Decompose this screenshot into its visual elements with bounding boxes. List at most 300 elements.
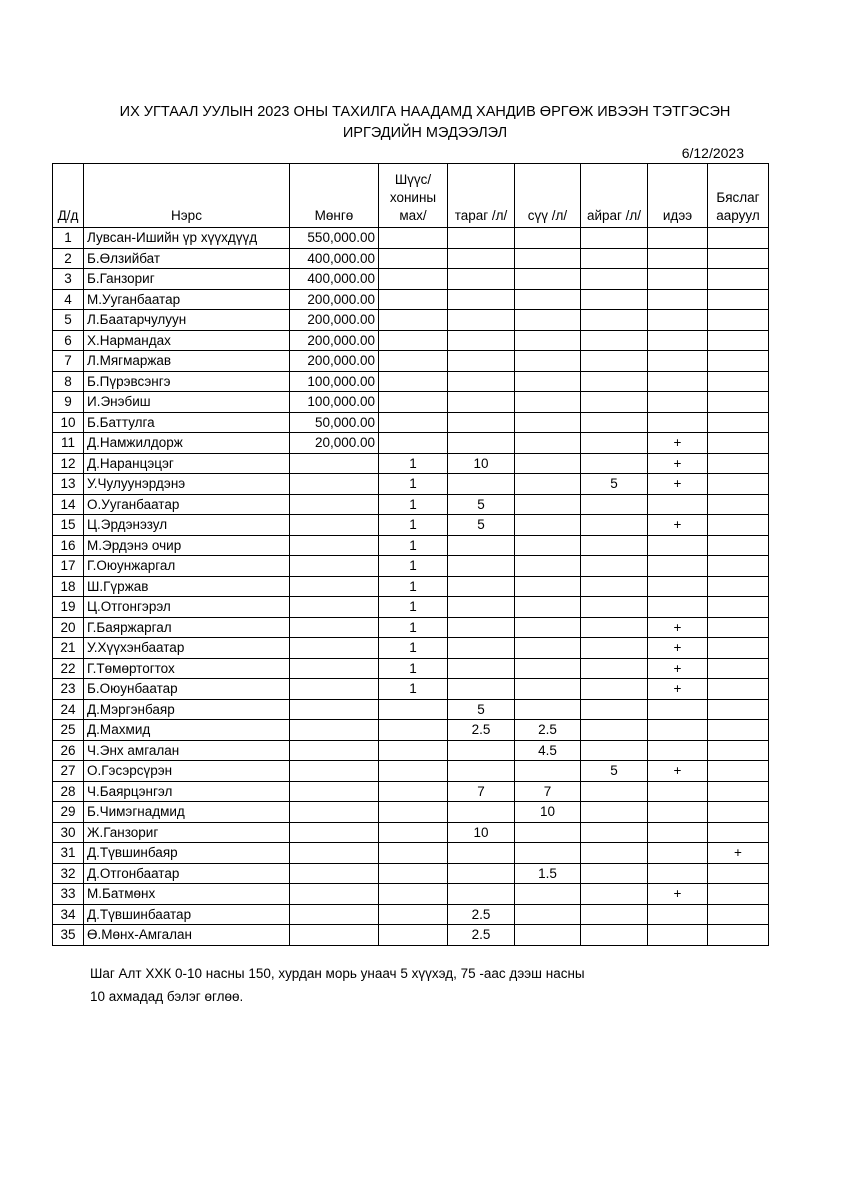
table-row xyxy=(53,699,769,720)
cell-cheese xyxy=(708,822,769,843)
table-row xyxy=(53,822,769,843)
cell-milk xyxy=(515,699,581,720)
cell-name: М.Ууганбаатар xyxy=(84,289,290,310)
cell-milk xyxy=(515,248,581,269)
cell-cheese xyxy=(708,556,769,577)
cell-cheese xyxy=(708,617,769,638)
cell-number: 6 xyxy=(53,330,84,351)
cell-money xyxy=(290,576,379,597)
table-row xyxy=(53,269,769,290)
cell-yogurt: 10 xyxy=(448,822,515,843)
cell-yogurt: 5 xyxy=(448,699,515,720)
cell-mutton: 1 xyxy=(379,535,448,556)
cell-dairy xyxy=(648,412,708,433)
cell-dairy xyxy=(648,597,708,618)
cell-money xyxy=(290,515,379,536)
cell-yogurt xyxy=(448,248,515,269)
cell-name: Г.Баяржаргал xyxy=(84,617,290,638)
table-row xyxy=(53,843,769,864)
cell-yogurt xyxy=(448,330,515,351)
cell-name: Д.Түвшинбаатар xyxy=(84,904,290,925)
cell-cheese xyxy=(708,351,769,372)
donors-table xyxy=(52,163,769,946)
cell-yogurt xyxy=(448,289,515,310)
cell-name: Б.Ганзориг xyxy=(84,269,290,290)
cell-money: 400,000.00 xyxy=(290,269,379,290)
cell-milk xyxy=(515,474,581,495)
cell-yogurt: 10 xyxy=(448,453,515,474)
cell-money xyxy=(290,617,379,638)
cell-dairy: + xyxy=(648,453,708,474)
cell-money xyxy=(290,474,379,495)
cell-mutton xyxy=(379,761,448,782)
cell-dairy: + xyxy=(648,658,708,679)
cell-money: 200,000.00 xyxy=(290,289,379,310)
table-row xyxy=(53,310,769,331)
cell-name: Ч.Энх амгалан xyxy=(84,740,290,761)
cell-name: Д.Махмид xyxy=(84,720,290,741)
cell-yogurt xyxy=(448,843,515,864)
cell-mutton: 1 xyxy=(379,474,448,495)
cell-cheese xyxy=(708,679,769,700)
table-row xyxy=(53,638,769,659)
cell-airag xyxy=(581,310,648,331)
cell-number: 2 xyxy=(53,248,84,269)
cell-milk: 1.5 xyxy=(515,863,581,884)
cell-airag xyxy=(581,781,648,802)
cell-number: 12 xyxy=(53,453,84,474)
cell-airag xyxy=(581,843,648,864)
cell-yogurt xyxy=(448,310,515,331)
document-date: 6/12/2023 xyxy=(681,145,744,161)
cell-number: 35 xyxy=(53,925,84,946)
cell-milk xyxy=(515,843,581,864)
cell-money: 200,000.00 xyxy=(290,330,379,351)
cell-mutton: 1 xyxy=(379,556,448,577)
cell-dairy xyxy=(648,494,708,515)
cell-money xyxy=(290,904,379,925)
cell-money: 200,000.00 xyxy=(290,310,379,331)
cell-yogurt xyxy=(448,351,515,372)
cell-yogurt xyxy=(448,474,515,495)
cell-airag xyxy=(581,494,648,515)
footer-line-2: 10 ахмадад бэлэг өглөө. xyxy=(90,989,244,1004)
cell-name: О.Гэсэрсүрэн xyxy=(84,761,290,782)
cell-number: 21 xyxy=(53,638,84,659)
cell-cheese xyxy=(708,310,769,331)
cell-dairy xyxy=(648,904,708,925)
cell-mutton xyxy=(379,371,448,392)
footer-note xyxy=(90,962,730,1008)
cell-airag xyxy=(581,351,648,372)
cell-money xyxy=(290,679,379,700)
cell-milk xyxy=(515,433,581,454)
cell-dairy xyxy=(648,371,708,392)
cell-milk xyxy=(515,638,581,659)
cell-dairy xyxy=(648,330,708,351)
cell-airag xyxy=(581,228,648,249)
cell-name: Ц.Эрдэнэзул xyxy=(84,515,290,536)
cell-number: 14 xyxy=(53,494,84,515)
cell-dairy xyxy=(648,392,708,413)
cell-dairy: + xyxy=(648,433,708,454)
cell-mutton xyxy=(379,925,448,946)
cell-dairy xyxy=(648,740,708,761)
cell-airag xyxy=(581,740,648,761)
cell-mutton: 1 xyxy=(379,679,448,700)
cell-number: 15 xyxy=(53,515,84,536)
table-row xyxy=(53,925,769,946)
cell-dairy: + xyxy=(648,761,708,782)
cell-yogurt xyxy=(448,228,515,249)
cell-airag xyxy=(581,289,648,310)
cell-milk xyxy=(515,822,581,843)
cell-name: Б.Баттулга xyxy=(84,412,290,433)
footer-line-1: Шаг Алт ХХК 0-10 насны 150, хурдан морь унаач 5 хүүхэд, 75 -аас дээш насны xyxy=(90,966,585,981)
cell-dairy xyxy=(648,535,708,556)
table-row xyxy=(53,863,769,884)
cell-mutton xyxy=(379,269,448,290)
cell-milk: 10 xyxy=(515,802,581,823)
cell-cheese xyxy=(708,494,769,515)
cell-airag xyxy=(581,248,648,269)
cell-number: 33 xyxy=(53,884,84,905)
cell-dairy xyxy=(648,228,708,249)
cell-cheese xyxy=(708,412,769,433)
cell-milk: 2.5 xyxy=(515,720,581,741)
cell-money xyxy=(290,802,379,823)
cell-yogurt xyxy=(448,802,515,823)
table-row xyxy=(53,535,769,556)
cell-name: Г.Төмөртогтох xyxy=(84,658,290,679)
cell-airag xyxy=(581,269,648,290)
cell-number: 11 xyxy=(53,433,84,454)
cell-milk xyxy=(515,576,581,597)
cell-yogurt xyxy=(448,679,515,700)
table-row xyxy=(53,720,769,741)
cell-number: 16 xyxy=(53,535,84,556)
cell-dairy xyxy=(648,822,708,843)
cell-mutton xyxy=(379,863,448,884)
cell-mutton xyxy=(379,720,448,741)
col-header-airag: айраг /л/ xyxy=(581,164,648,228)
cell-name: И.Энэбиш xyxy=(84,392,290,413)
cell-number: 3 xyxy=(53,269,84,290)
cell-name: Ш.Гүржав xyxy=(84,576,290,597)
cell-yogurt xyxy=(448,863,515,884)
cell-mutton xyxy=(379,884,448,905)
cell-mutton xyxy=(379,843,448,864)
cell-airag xyxy=(581,433,648,454)
table-row xyxy=(53,371,769,392)
cell-number: 30 xyxy=(53,822,84,843)
cell-number: 26 xyxy=(53,740,84,761)
cell-milk: 7 xyxy=(515,781,581,802)
cell-yogurt xyxy=(448,638,515,659)
cell-number: 20 xyxy=(53,617,84,638)
cell-cheese xyxy=(708,904,769,925)
cell-cheese xyxy=(708,781,769,802)
cell-name: Б.Пүрэвсэнгэ xyxy=(84,371,290,392)
cell-cheese xyxy=(708,720,769,741)
cell-milk xyxy=(515,761,581,782)
cell-dairy xyxy=(648,351,708,372)
cell-money: 200,000.00 xyxy=(290,351,379,372)
table-row xyxy=(53,494,769,515)
cell-airag xyxy=(581,699,648,720)
cell-money: 50,000.00 xyxy=(290,412,379,433)
cell-cheese xyxy=(708,453,769,474)
cell-number: 32 xyxy=(53,863,84,884)
cell-cheese xyxy=(708,863,769,884)
cell-name: О.Ууганбаатар xyxy=(84,494,290,515)
cell-mutton: 1 xyxy=(379,617,448,638)
cell-number: 31 xyxy=(53,843,84,864)
cell-number: 28 xyxy=(53,781,84,802)
col-header-money: Мөнгө xyxy=(290,164,379,228)
cell-milk xyxy=(515,412,581,433)
cell-money: 550,000.00 xyxy=(290,228,379,249)
cell-money: 100,000.00 xyxy=(290,392,379,413)
cell-cheese xyxy=(708,925,769,946)
cell-cheese xyxy=(708,761,769,782)
cell-yogurt: 2.5 xyxy=(448,925,515,946)
table-row xyxy=(53,289,769,310)
cell-dairy xyxy=(648,843,708,864)
cell-money xyxy=(290,535,379,556)
cell-milk xyxy=(515,392,581,413)
table-row xyxy=(53,884,769,905)
cell-airag xyxy=(581,638,648,659)
cell-money xyxy=(290,884,379,905)
table-row xyxy=(53,781,769,802)
cell-airag xyxy=(581,412,648,433)
col-header-dairy: идээ xyxy=(648,164,708,228)
cell-dairy: + xyxy=(648,474,708,495)
col-header-name: Нэрс xyxy=(84,164,290,228)
cell-yogurt xyxy=(448,740,515,761)
cell-number: 25 xyxy=(53,720,84,741)
cell-mutton xyxy=(379,904,448,925)
cell-name: Ц.Отгонгэрэл xyxy=(84,597,290,618)
cell-name: М.Батмөнх xyxy=(84,884,290,905)
table-row xyxy=(53,330,769,351)
cell-dairy xyxy=(648,699,708,720)
cell-airag xyxy=(581,392,648,413)
cell-yogurt xyxy=(448,412,515,433)
cell-milk xyxy=(515,925,581,946)
document-title-line-1: ИХ УГТААЛ УУЛЫН 2023 ОНЫ ТАХИЛГА НААДАМД ХАНДИВ ӨРГӨЖ ИВЭЭН ТЭТГЭСЭН xyxy=(119,104,731,120)
cell-airag xyxy=(581,515,648,536)
cell-airag xyxy=(581,802,648,823)
cell-dairy: + xyxy=(648,679,708,700)
cell-money xyxy=(290,863,379,884)
cell-mutton xyxy=(379,289,448,310)
cell-name: Ө.Мөнх-Амгалан xyxy=(84,925,290,946)
cell-cheese: + xyxy=(708,843,769,864)
cell-yogurt xyxy=(448,761,515,782)
cell-milk xyxy=(515,515,581,536)
cell-cheese xyxy=(708,228,769,249)
cell-milk xyxy=(515,330,581,351)
cell-cheese xyxy=(708,535,769,556)
cell-airag: 5 xyxy=(581,474,648,495)
cell-dairy xyxy=(648,310,708,331)
cell-airag xyxy=(581,884,648,905)
cell-mutton xyxy=(379,433,448,454)
cell-airag xyxy=(581,822,648,843)
cell-mutton: 1 xyxy=(379,597,448,618)
cell-yogurt xyxy=(448,576,515,597)
cell-airag xyxy=(581,597,648,618)
cell-name: Л.Мягмаржав xyxy=(84,351,290,372)
cell-milk xyxy=(515,310,581,331)
cell-money xyxy=(290,720,379,741)
cell-dairy xyxy=(648,248,708,269)
cell-dairy xyxy=(648,802,708,823)
cell-yogurt xyxy=(448,884,515,905)
cell-mutton xyxy=(379,781,448,802)
cell-yogurt xyxy=(448,535,515,556)
cell-yogurt: 5 xyxy=(448,494,515,515)
table-row xyxy=(53,679,769,700)
cell-money: 20,000.00 xyxy=(290,433,379,454)
cell-name: Д.Түвшинбаяр xyxy=(84,843,290,864)
cell-mutton: 1 xyxy=(379,658,448,679)
cell-airag xyxy=(581,658,648,679)
cell-name: М.Эрдэнэ очир xyxy=(84,535,290,556)
cell-milk: 4.5 xyxy=(515,740,581,761)
cell-mutton xyxy=(379,699,448,720)
cell-milk xyxy=(515,269,581,290)
cell-number: 13 xyxy=(53,474,84,495)
cell-number: 19 xyxy=(53,597,84,618)
table-row xyxy=(53,617,769,638)
cell-money xyxy=(290,494,379,515)
table-row xyxy=(53,658,769,679)
table-row xyxy=(53,453,769,474)
cell-money xyxy=(290,556,379,577)
table-row xyxy=(53,474,769,495)
cell-money xyxy=(290,843,379,864)
cell-dairy: + xyxy=(648,884,708,905)
cell-milk xyxy=(515,453,581,474)
cell-cheese xyxy=(708,699,769,720)
cell-milk xyxy=(515,904,581,925)
table-row xyxy=(53,392,769,413)
cell-airag xyxy=(581,535,648,556)
cell-number: 27 xyxy=(53,761,84,782)
cell-dairy xyxy=(648,925,708,946)
cell-cheese xyxy=(708,433,769,454)
table-row xyxy=(53,433,769,454)
cell-airag xyxy=(581,925,648,946)
cell-number: 8 xyxy=(53,371,84,392)
table-row xyxy=(53,228,769,249)
cell-cheese xyxy=(708,638,769,659)
cell-mutton: 1 xyxy=(379,638,448,659)
cell-airag xyxy=(581,720,648,741)
cell-number: 5 xyxy=(53,310,84,331)
col-header-number: Д/д xyxy=(53,164,84,228)
cell-name: Д.Мэргэнбаяр xyxy=(84,699,290,720)
table-row xyxy=(53,515,769,536)
cell-mutton xyxy=(379,802,448,823)
cell-airag xyxy=(581,556,648,577)
cell-yogurt: 2.5 xyxy=(448,904,515,925)
cell-number: 17 xyxy=(53,556,84,577)
cell-name: Ж.Ганзориг xyxy=(84,822,290,843)
cell-cheese xyxy=(708,474,769,495)
table-header-row xyxy=(53,164,769,228)
cell-mutton xyxy=(379,740,448,761)
cell-mutton xyxy=(379,228,448,249)
cell-dairy: + xyxy=(648,617,708,638)
cell-name: Б.Өлзийбат xyxy=(84,248,290,269)
cell-airag xyxy=(581,617,648,638)
table-row xyxy=(53,740,769,761)
cell-money xyxy=(290,699,379,720)
cell-mutton xyxy=(379,822,448,843)
cell-money xyxy=(290,925,379,946)
col-header-yogurt: тараг /л/ xyxy=(448,164,515,228)
cell-name: Лувсан-Ишийн үр хүүхдүүд xyxy=(84,228,290,249)
cell-yogurt xyxy=(448,392,515,413)
cell-money: 400,000.00 xyxy=(290,248,379,269)
cell-milk xyxy=(515,494,581,515)
cell-milk xyxy=(515,371,581,392)
cell-name: Г.Оюунжаргал xyxy=(84,556,290,577)
cell-yogurt xyxy=(448,658,515,679)
cell-mutton: 1 xyxy=(379,515,448,536)
cell-mutton xyxy=(379,248,448,269)
cell-yogurt xyxy=(448,617,515,638)
cell-airag xyxy=(581,679,648,700)
cell-milk xyxy=(515,289,581,310)
cell-milk xyxy=(515,597,581,618)
cell-money xyxy=(290,822,379,843)
cell-name: Д.Отгонбаатар xyxy=(84,863,290,884)
table-row xyxy=(53,904,769,925)
cell-milk xyxy=(515,556,581,577)
cell-dairy xyxy=(648,781,708,802)
cell-milk xyxy=(515,228,581,249)
cell-airag: 5 xyxy=(581,761,648,782)
cell-dairy: + xyxy=(648,515,708,536)
cell-dairy xyxy=(648,556,708,577)
cell-airag xyxy=(581,904,648,925)
cell-mutton xyxy=(379,392,448,413)
cell-yogurt: 7 xyxy=(448,781,515,802)
cell-money xyxy=(290,453,379,474)
cell-mutton: 1 xyxy=(379,453,448,474)
cell-mutton xyxy=(379,351,448,372)
col-header-cheese: Бяслаг ааруул xyxy=(708,164,769,228)
cell-dairy: + xyxy=(648,638,708,659)
cell-mutton xyxy=(379,310,448,331)
cell-name: Б.Оюунбаатар xyxy=(84,679,290,700)
cell-mutton xyxy=(379,330,448,351)
cell-money xyxy=(290,761,379,782)
cell-number: 1 xyxy=(53,228,84,249)
cell-cheese xyxy=(708,658,769,679)
cell-milk xyxy=(515,351,581,372)
cell-dairy xyxy=(648,269,708,290)
cell-airag xyxy=(581,576,648,597)
cell-dairy xyxy=(648,863,708,884)
cell-milk xyxy=(515,535,581,556)
cell-number: 7 xyxy=(53,351,84,372)
